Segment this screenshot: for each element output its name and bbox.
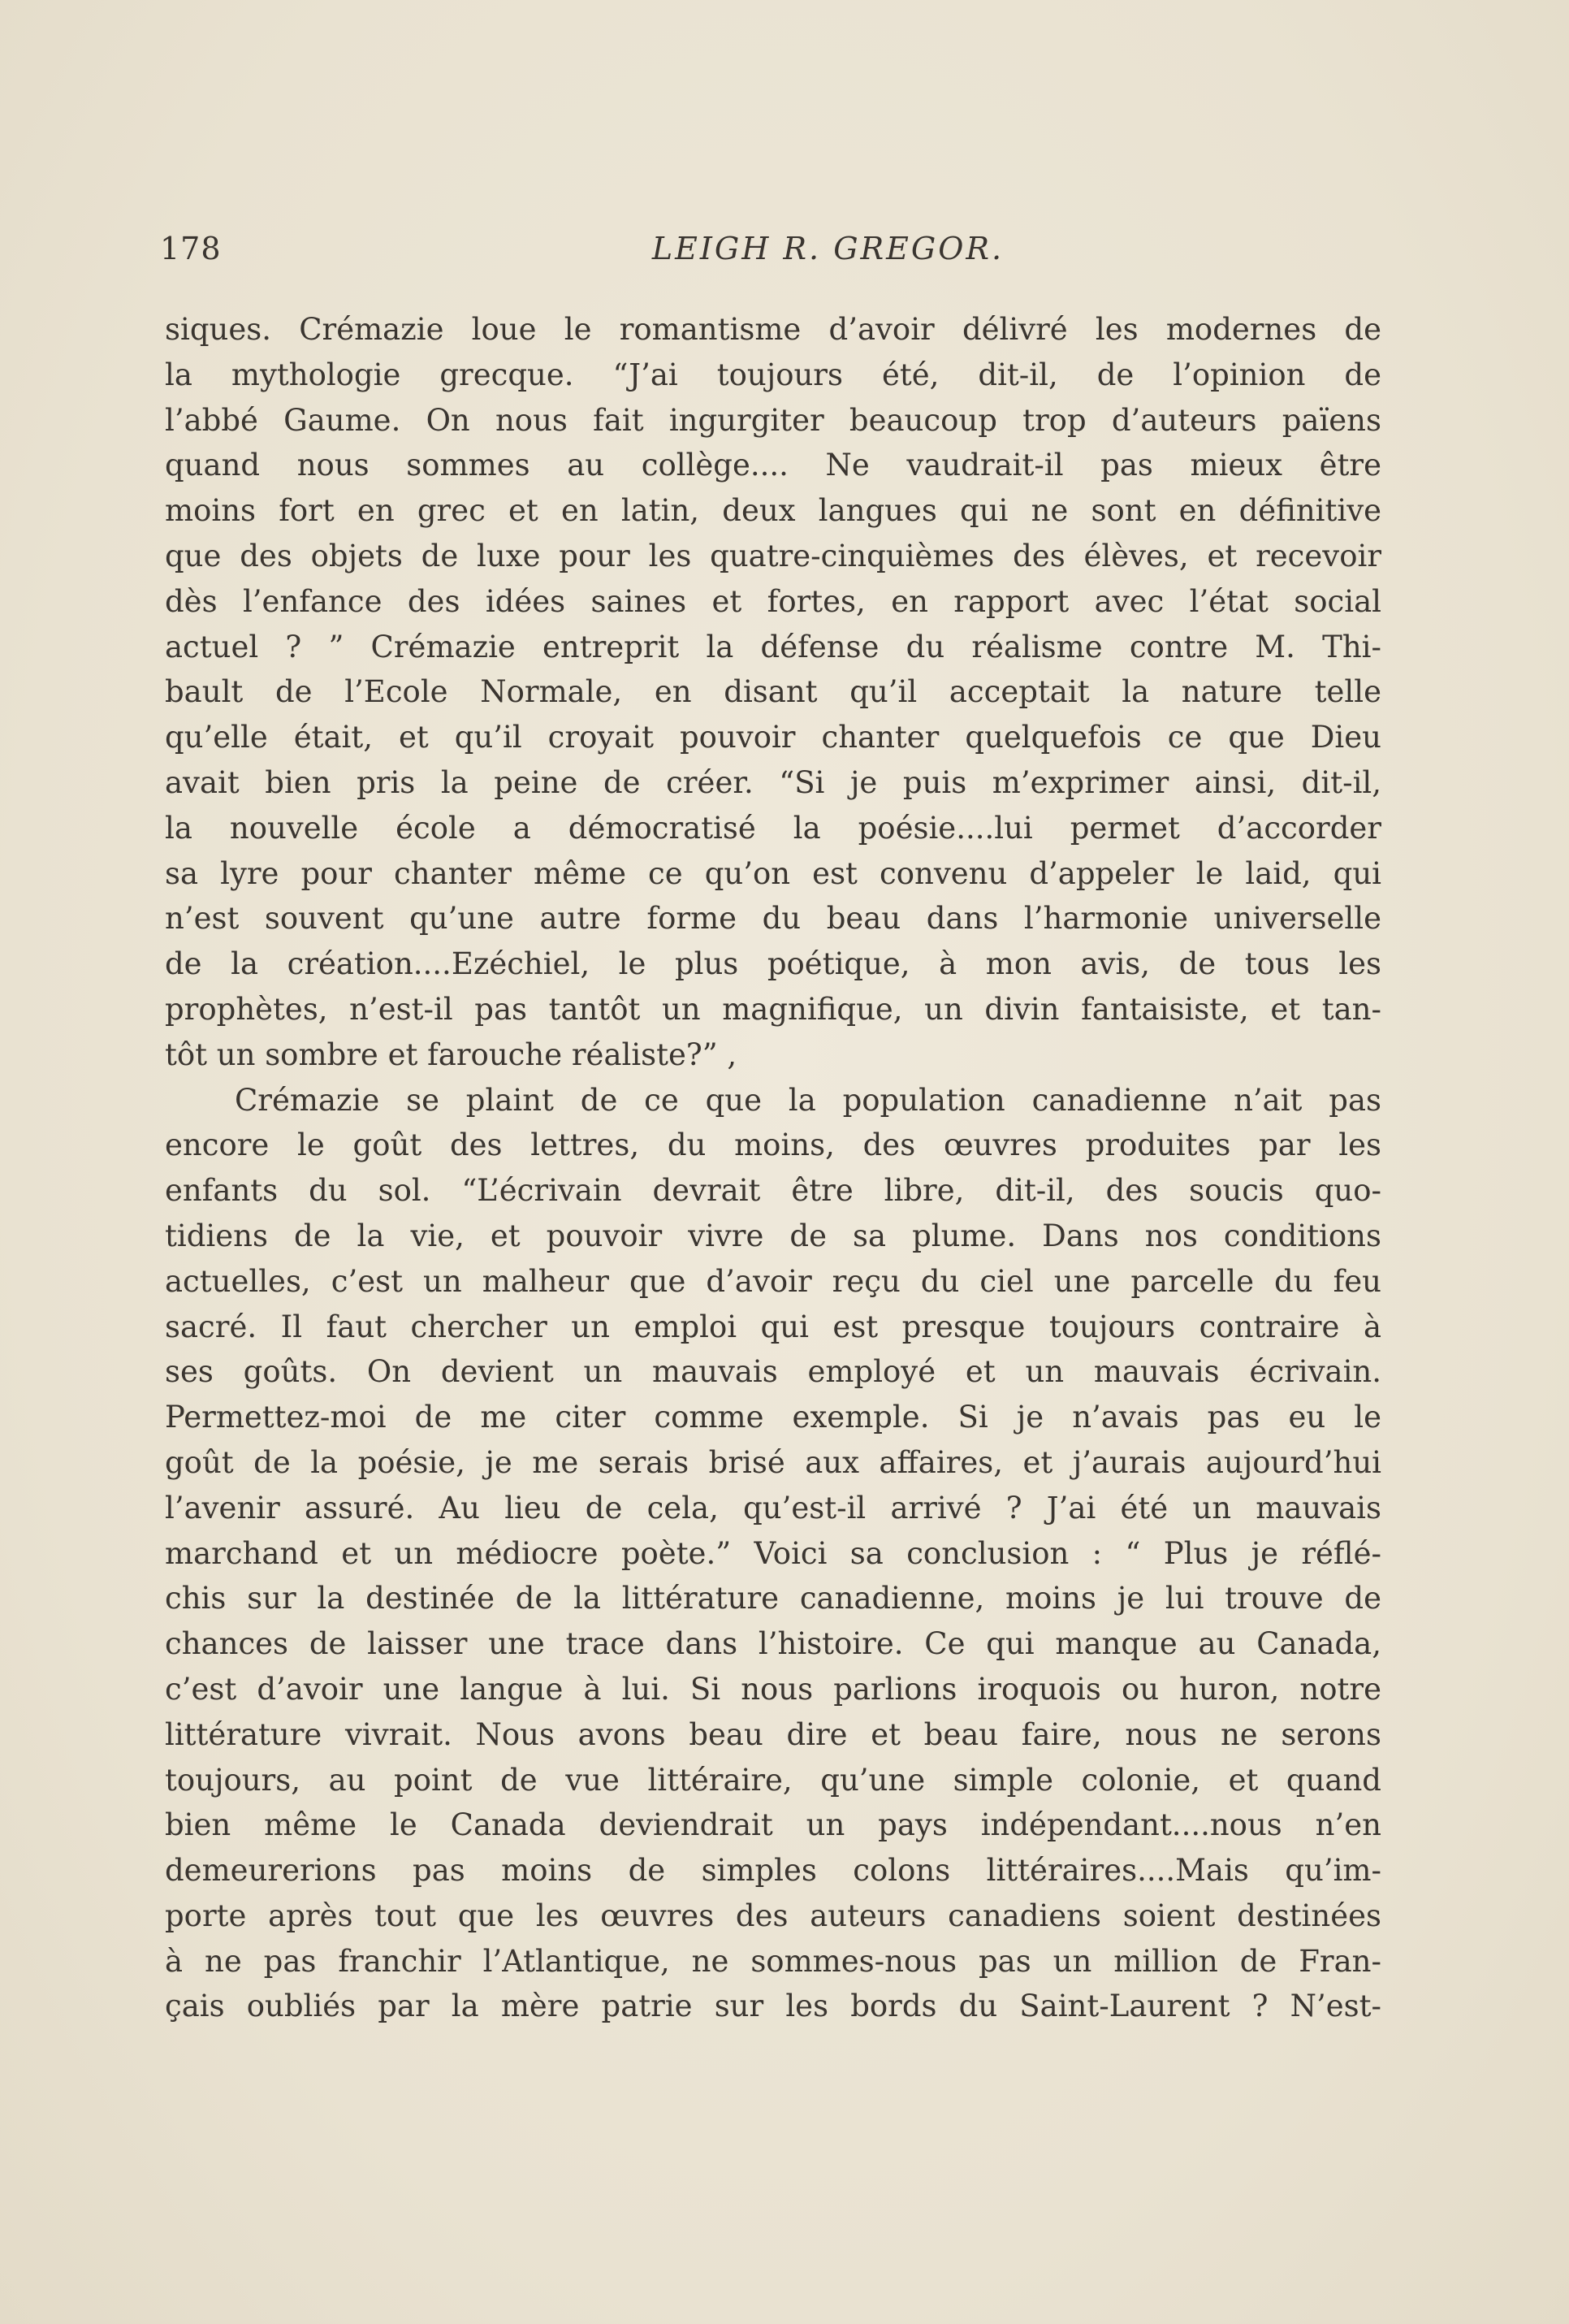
text-line: que des objets de luxe pour les quatre-cinquièmes des élèves, et recevoir xyxy=(165,538,1381,573)
text-line: enfants du sol. “L’écrivain devrait être libre, dit-il, des soucis quo- xyxy=(165,1173,1381,1209)
text-line: demeurerions pas moins de simples colons littéraires....Mais qu’im- xyxy=(165,1853,1381,1889)
paragraph xyxy=(165,1078,1381,2030)
text-line: moins fort en grec et en latin, deux langues qui ne sont en définitive xyxy=(165,493,1381,529)
paragraph xyxy=(165,307,1381,1078)
text-line: sacré. Il faut chercher un emploi qui est presque toujours contraire à xyxy=(165,1309,1381,1344)
text-line: de la création....Ezéchiel, le plus poétique, à mon avis, de tous les xyxy=(165,946,1381,982)
text-line: ses goûts. On devient un mauvais employé et un mauvais écrivain. xyxy=(165,1354,1381,1390)
text-line: dès l’enfance des idées saines et fortes, en rapport avec l’état social xyxy=(165,583,1381,619)
text-line: Crémazie se plaint de ce que la population canadienne n’ait pas xyxy=(235,1082,1381,1118)
text-line: toujours, au point de vue littéraire, qu’une simple colonie, et quand xyxy=(165,1762,1381,1798)
text-line: quand nous sommes au collège.... Ne vaudrait-il pas mieux être xyxy=(165,448,1381,483)
text-line: chances de laisser une trace dans l’histoire. Ce qui manque au Canada, xyxy=(165,1626,1381,1662)
text-line: marchand et un médiocre poète.” Voici sa conclusion : “ Plus je réflé- xyxy=(165,1535,1381,1571)
text-line: siques. Crémazie loue le romantisme d’avoir délivré les modernes de xyxy=(165,312,1381,347)
text-line: qu’elle était, et qu’il croyait pouvoir chanter quelquefois ce que Dieu xyxy=(165,720,1381,755)
text-line: bien même le Canada deviendrait un pays indépendant....nous n’en xyxy=(165,1807,1381,1843)
text-line: la nouvelle école a démocratisé la poésie....lui permet d’accorder xyxy=(165,810,1381,846)
text-line: tôt un sombre et farouche réaliste?” , xyxy=(165,1036,737,1072)
text-line: Permettez-moi de me citer comme exemple. Si je n’avais pas eu le xyxy=(165,1400,1381,1435)
text-line: goût de la poésie, je me serais brisé aux affaires, et j’aurais aujourd’hui xyxy=(165,1444,1381,1480)
page-header xyxy=(160,231,1382,279)
text-line: actuel ? ” Crémazie entreprit la défense du réalisme contre M. Thi- xyxy=(165,629,1381,664)
text-line: bault de l’Ecole Normale, en disant qu’il acceptait la nature telle xyxy=(165,674,1381,710)
text-line: porte après tout que les œuvres des auteurs canadiens soient destinées xyxy=(165,1898,1381,1933)
text-line: littérature vivrait. Nous avons beau dire et beau faire, nous ne serons xyxy=(165,1716,1381,1752)
body-text xyxy=(165,307,1381,2029)
page-number: 178 xyxy=(160,231,222,266)
text-line: à ne pas franchir l’Atlantique, ne sommes-nous pas un million de Fran- xyxy=(165,1943,1381,1979)
text-line: la mythologie grecque. “J’ai toujours été, dit-il, de l’opinion de xyxy=(165,357,1381,392)
text-line: l’avenir assuré. Au lieu de cela, qu’est-il arrivé ? J’ai été un mauvais xyxy=(165,1490,1381,1526)
text-line: chis sur la destinée de la littérature canadienne, moins je lui trouve de xyxy=(165,1581,1381,1616)
text-line: encore le goût des lettres, du moins, des œuvres produites par les xyxy=(165,1127,1381,1163)
text-line: actuelles, c’est un malheur que d’avoir reçu du ciel une parcelle du feu xyxy=(165,1263,1381,1299)
text-line: l’abbé Gaume. On nous fait ingurgiter beaucoup trop d’auteurs païens xyxy=(165,402,1381,438)
running-head: LEIGH R. GREGOR. xyxy=(651,231,1005,266)
text-line: c’est d’avoir une langue à lui. Si nous parlions iroquois ou huron, notre xyxy=(165,1671,1381,1707)
text-line: n’est souvent qu’une autre forme du beau dans l’harmonie universelle xyxy=(165,901,1381,937)
text-line: sa lyre pour chanter même ce qu’on est convenu d’appeler le laid, qui xyxy=(165,855,1381,891)
text-line: tidiens de la vie, et pouvoir vivre de sa plume. Dans nos conditions xyxy=(165,1218,1381,1253)
text-line: prophètes, n’est-il pas tantôt un magnifique, un divin fantaisiste, et tan- xyxy=(165,991,1381,1027)
text-line: avait bien pris la peine de créer. “Si je puis m’exprimer ainsi, dit-il, xyxy=(165,764,1381,800)
text-line: çais oubliés par la mère patrie sur les bords du Saint-Laurent ? N’est- xyxy=(165,1989,1381,2024)
